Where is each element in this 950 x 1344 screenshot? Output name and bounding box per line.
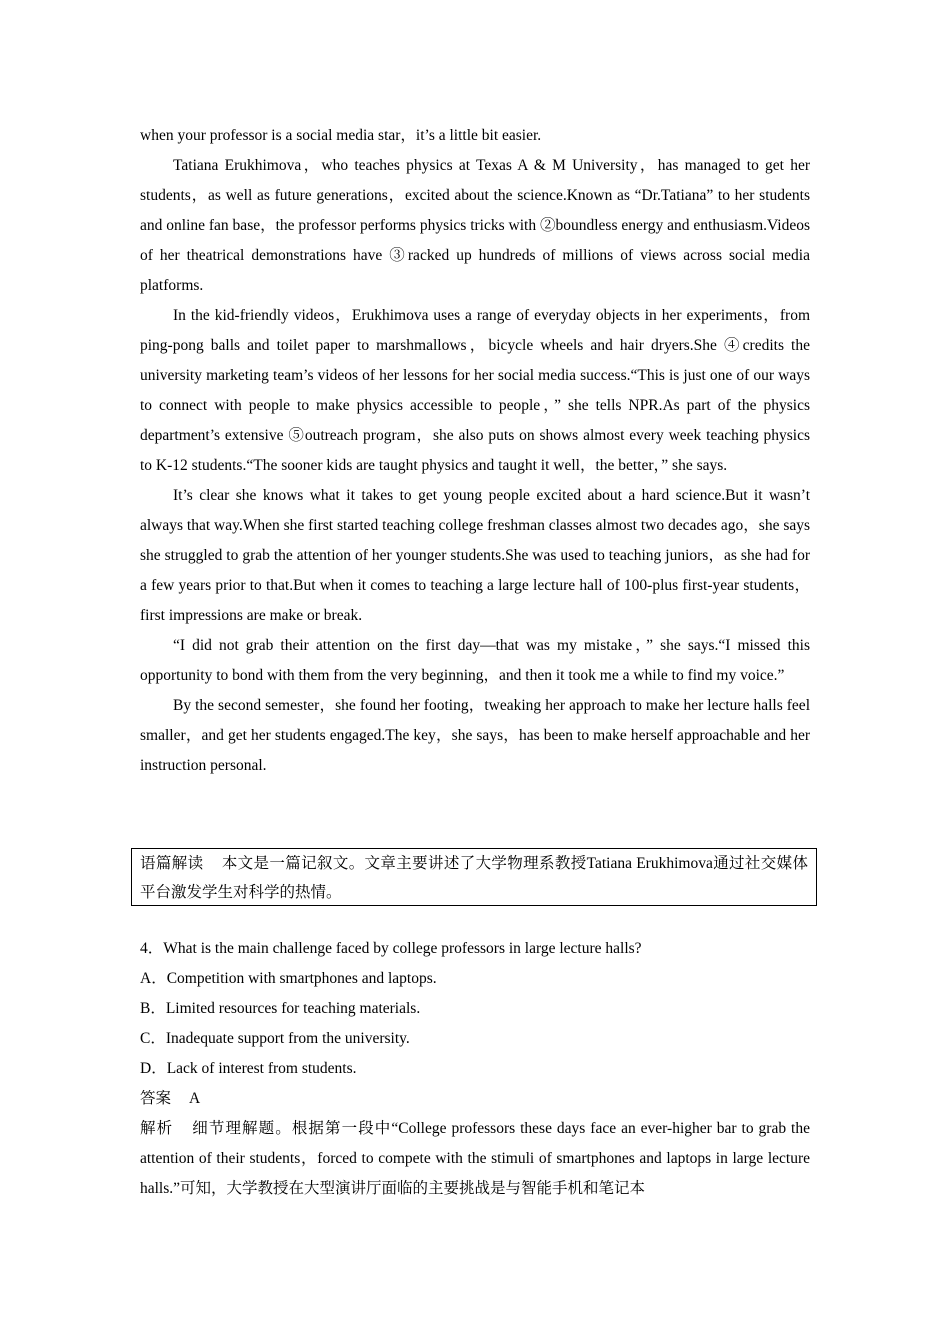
article-body <box>140 121 810 781</box>
paragraph-2: Tatiana Erukhimova，who teaches physics at Texas A & M University，has managed to get her students，as well as future generations，excited about the science.Known as “Dr.Tatiana” to her students and online fan base，the professor performs physics tricks with ②boundless energy and enthusiasm.Videos of her theatrical demonstrations have ③racked up hundreds of millions of views across social media platforms. <box>140 157 810 294</box>
option-d: D．Lack of interest from students. <box>140 1060 357 1077</box>
analysis-text: 细节理解题。根据第一段中“College professors these days face an ever-higher bar to grab the attention of their students，forced to compete with the stimuli of smartphones and laptops in large lecture halls.”可知，大学教授在大型演讲厅面临的主要挑战是与智能手机和笔记本 <box>140 1120 810 1197</box>
question-block <box>140 934 810 1204</box>
paragraph-5: “I did not grab their attention on the first day—that was my mistake，” she says.“I missed this opportunity to bond with them from the very beginning，and then it took me a while to find my voice.” <box>140 637 810 684</box>
paragraph-6: By the second semester，she found her footing，tweaking her approach to make her lecture halls feel smaller，and get her students engaged.The key，she says，has been to make herself approachable and her instruction personal. <box>140 697 810 774</box>
option-b: B．Limited resources for teaching materials. <box>140 1000 421 1017</box>
question-stem: 4．What is the main challenge faced by college professors in large lecture halls? <box>140 940 642 957</box>
option-a: A．Competition with smartphones and laptops. <box>140 970 437 987</box>
analysis-label: 解析 <box>140 1120 174 1137</box>
paragraph-4: It’s clear she knows what it takes to get young people excited about a hard science.But it wasn’t always that way.When she first started teaching college freshman classes almost two decades ago，she says she struggled to grab the attention of her younger students.She was used to teaching juniors，as she had for a few years prior to that.But when it comes to teaching a large lecture hall of 100-plus first-year students，first impressions are make or break. <box>140 487 811 624</box>
option-c: C．Inadequate support from the university. <box>140 1030 410 1047</box>
answer-label: 答案 <box>140 1090 172 1107</box>
paragraph-1: when your professor is a social media star，it’s a little bit easier. <box>140 127 542 144</box>
answer-value: A <box>189 1090 201 1107</box>
paragraph-3: In the kid-friendly videos，Erukhimova uses a range of everyday objects in her experiments，from ping-pong balls and toilet paper to marshmallows，bicycle wheels and hair dryers.She ④credits the university marketing team’s videos of her lessons for her social media success.“This is just one of our ways to connect with people to make physics accessible to people，” she tells NPR.As part of the physics department’s extensive ⑤outreach program，she also puts on shows almost every week teaching physics to K-12 students.“The sooner kids are taught physics and taught it well，the better，” she says. <box>140 307 810 474</box>
summary-label: 语篇解读 <box>140 855 204 872</box>
summary-box <box>131 848 817 906</box>
summary-text: 本文是一篇记叙文。文章主要讲述了大学物理系教授Tatiana Erukhimova通过社交媒体平台激发学生对科学的热情。 <box>140 855 808 901</box>
analysis-paragraph <box>140 1114 810 1204</box>
answer-line <box>140 1084 810 1114</box>
